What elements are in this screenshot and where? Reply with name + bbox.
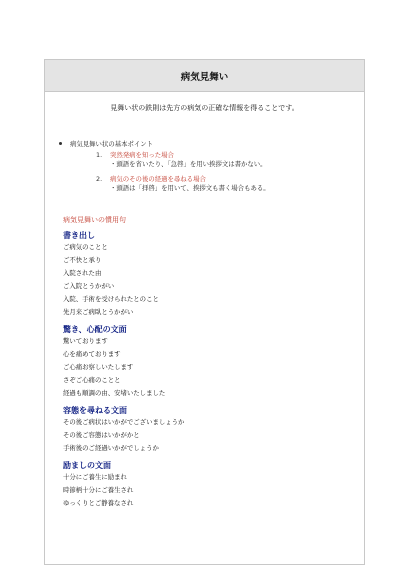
phrase-section-encouragement bbox=[63, 460, 364, 510]
phrase-section-opening bbox=[63, 230, 364, 319]
item-number: 1. bbox=[96, 151, 103, 159]
numbered-item bbox=[96, 175, 364, 193]
section-title: 励ましの文面 bbox=[63, 461, 111, 470]
phrase-line: さぞご心痛のことと bbox=[63, 376, 121, 384]
item-description: ・頭語を省いたり、「急啓」を用い挨拶文は書かない。 bbox=[110, 160, 267, 168]
section-title: 驚き、心配の文面 bbox=[63, 325, 127, 334]
phrase-line: その後ご容態はいかがかと bbox=[63, 431, 140, 439]
phrase-line: ゆっくりとご静養なされ bbox=[63, 499, 134, 507]
phrase-line: 入院された由 bbox=[63, 269, 102, 277]
basic-points bbox=[59, 139, 364, 193]
phrase-line: ご病気のことと bbox=[63, 243, 108, 251]
phrase-line: 心を痛めております bbox=[63, 350, 121, 358]
section-title: 書き出し bbox=[63, 231, 95, 240]
phrase-line: 驚いております bbox=[63, 337, 108, 345]
item-number: 2. bbox=[96, 175, 103, 183]
phrase-line: 経過も順調の由、安堵いたしました bbox=[63, 389, 166, 397]
bullet-icon bbox=[59, 142, 62, 145]
phrase-line: 十分にご養生に励まれ bbox=[63, 473, 127, 481]
document-page bbox=[44, 59, 365, 565]
phrase-section-concern bbox=[63, 324, 364, 400]
page-title: 病気見舞い bbox=[180, 71, 229, 83]
phrase-line: 時節柄十分にご養生され bbox=[63, 486, 134, 494]
item-title: 病気のその後の経過を尋ねる場合 bbox=[110, 175, 206, 183]
phrase-section-condition bbox=[63, 405, 364, 455]
section-title: 容態を尋ねる文面 bbox=[63, 406, 127, 415]
basic-points-label: 病気見舞い状の基本ポイント bbox=[70, 140, 154, 148]
intro-text: 見舞い状の鉄則は先方の病気の正確な情報を得ることです。 bbox=[110, 104, 299, 112]
item-description: ・頭語は「拝啓」を用いて、挨拶文も書く場合もある。 bbox=[110, 184, 270, 192]
numbered-list bbox=[96, 151, 364, 193]
phrases-heading: 病気見舞いの慣用句 bbox=[63, 216, 126, 224]
phrase-line: 手術後のご経過いかがでしょうか bbox=[63, 444, 159, 452]
phrase-line: ご心痛お察しいたします bbox=[63, 363, 134, 371]
phrase-line: ご入院とうかがい bbox=[63, 282, 115, 290]
title-bar bbox=[45, 60, 364, 92]
phrase-line: 先月来ご病臥とうかがい bbox=[63, 308, 134, 316]
basic-points-heading bbox=[59, 139, 364, 148]
phrase-line: 入院、手術を受けられたとのこと bbox=[63, 295, 159, 303]
item-title: 突然発病を知った場合 bbox=[110, 151, 174, 159]
phrase-line: その後ご病状はいかがでございましょうか bbox=[63, 418, 185, 426]
phrase-line: ご不快と承り bbox=[63, 256, 102, 264]
numbered-item bbox=[96, 151, 364, 169]
